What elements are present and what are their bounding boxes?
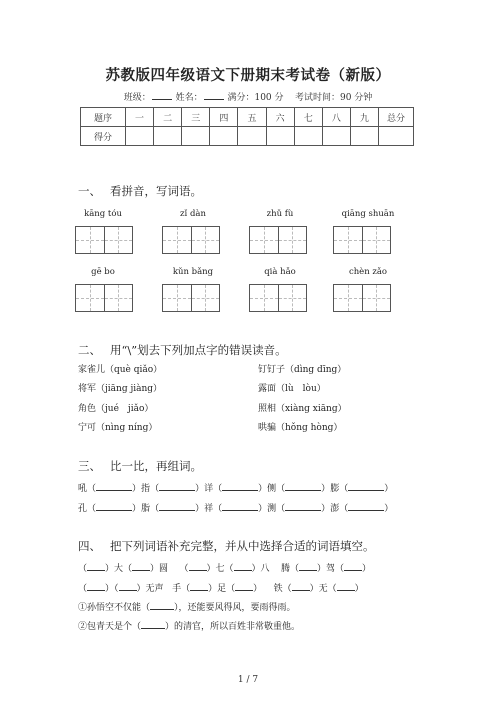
name-label: 姓名： (175, 93, 203, 103)
question-text: ②包青天是个（ (78, 622, 142, 632)
score-cell[interactable] (379, 127, 414, 146)
compare-row: 吼（ ）指（ ）详（ ）侧（ ）膨（ ） (78, 481, 393, 494)
idiom-text: ）（ (105, 584, 119, 594)
idiom-text: （ (78, 564, 88, 574)
idiom-text: ） (253, 584, 263, 594)
answer-blank[interactable] (285, 481, 321, 491)
score-cell[interactable] (322, 127, 350, 146)
score-header-cell: 三 (182, 108, 210, 127)
section-title: 把下列词语补充完整，并从中选择合适的词语填空。 (110, 539, 375, 553)
class-blank[interactable] (152, 91, 172, 100)
writing-grid[interactable] (249, 226, 307, 254)
writing-grid[interactable] (162, 226, 220, 254)
reading-item[interactable]: 角色（jué jiǎo） (78, 404, 154, 414)
score-row-label: 得分 (81, 127, 126, 146)
writing-grid[interactable] (75, 226, 133, 254)
question-text: ），还能要风得风，要雨得雨。 (174, 603, 296, 613)
pinyin-label: gē bo (91, 267, 115, 277)
answer-blank[interactable] (222, 481, 258, 491)
compare-char: 详 (204, 484, 214, 494)
reading-item[interactable]: 将军（jiāng jiàng） (78, 384, 163, 394)
idiom-text: 腾（ (281, 564, 300, 574)
section-title: 用“\”划去下列加点字的错误读音。 (110, 343, 287, 357)
pinyin-label: zǐ dàn (180, 209, 206, 219)
answer-blank[interactable] (348, 501, 384, 511)
answer-blank[interactable] (141, 619, 165, 629)
section-number: 三、 (78, 459, 101, 473)
reading-item[interactable]: 家雀儿（què qiǎo） (78, 365, 163, 375)
idiom-text: ）七（ (206, 564, 234, 574)
score-cell[interactable] (350, 127, 378, 146)
answer-blank[interactable] (119, 581, 137, 591)
idiom-text: 手（ (172, 584, 191, 594)
writing-grid[interactable] (75, 284, 133, 312)
compare-char: 澎 (330, 504, 340, 514)
idiom-text: ） (354, 584, 364, 594)
section-1-heading (78, 183, 202, 199)
score-cell[interactable] (266, 127, 294, 146)
compare-row: 孔（ ）脂（ ）祥（ ）测（ ）澎（ ） (78, 501, 393, 514)
writing-grid[interactable] (333, 226, 391, 254)
score-header-cell: 七 (294, 108, 322, 127)
compare-char: 测 (267, 504, 277, 514)
score-header-cell: 五 (238, 108, 266, 127)
section-2-heading (78, 342, 287, 358)
compare-char: 膨 (330, 484, 340, 494)
pinyin-label: kǔn bǎng (172, 267, 214, 277)
idiom-text: ）八 (251, 564, 270, 574)
compare-char: 祥 (204, 504, 214, 514)
section-title: 看拼音，写词语。 (110, 184, 202, 198)
score-header-cell: 九 (350, 108, 378, 127)
reading-item[interactable]: 哄骗（hǒng hòng） (258, 423, 343, 433)
score-header-cell: 题序 (81, 108, 126, 127)
pinyin-label: chèn zǎo (348, 267, 388, 277)
pinyin-label: qiāng shuān (341, 209, 395, 219)
fill-question-2 (78, 619, 300, 632)
score-header-cell: 总分 (379, 108, 414, 127)
answer-blank[interactable] (292, 581, 310, 591)
compare-char: 孔 (78, 504, 88, 514)
answer-blank[interactable] (337, 581, 355, 591)
idiom-text: ）无声 (136, 584, 164, 594)
writing-grid[interactable] (249, 284, 307, 312)
answer-blank[interactable] (344, 561, 362, 571)
question-text: ①孙悟空不仅能（ (78, 603, 151, 613)
score-cell[interactable] (126, 127, 154, 146)
compare-char: 吼 (78, 484, 88, 494)
fill-question-1 (78, 600, 296, 613)
score-header-cell: 六 (266, 108, 294, 127)
score-cell[interactable] (238, 127, 266, 146)
full-score-label: 满分：100 分 (227, 93, 284, 103)
answer-blank[interactable] (299, 561, 317, 571)
answer-blank[interactable] (285, 501, 321, 511)
score-cell[interactable] (294, 127, 322, 146)
answer-blank[interactable] (87, 581, 105, 591)
score-header-cell: 四 (210, 108, 238, 127)
idiom-text: （ (78, 584, 88, 594)
writing-grid[interactable] (162, 284, 220, 312)
reading-item[interactable]: 照相（xiàng xiāng） (258, 404, 347, 414)
score-cell[interactable] (182, 127, 210, 146)
pinyin-label: zhǔ fù (266, 209, 294, 219)
idiom-text: ）大（ (105, 564, 133, 574)
answer-blank[interactable] (159, 501, 195, 511)
answer-blank[interactable] (189, 561, 207, 571)
pinyin-label: kāng tóu (84, 209, 122, 219)
idiom-row (78, 581, 364, 594)
answer-blank[interactable] (96, 501, 132, 511)
section-title: 比一比，再组词。 (110, 459, 202, 473)
answer-blank[interactable] (190, 581, 208, 591)
score-header-cell: 八 (322, 108, 350, 127)
section-number: 二、 (78, 343, 101, 357)
idiom-text: ） (362, 564, 372, 574)
compare-char: 脂 (141, 504, 151, 514)
idiom-text: ）足（ (208, 584, 236, 594)
answer-blank[interactable] (150, 600, 174, 610)
score-table-header-row (81, 108, 414, 127)
answer-blank[interactable] (348, 481, 384, 491)
page-title: 苏教版四年级语文下册期末考试卷（新版） (105, 67, 391, 84)
idiom-row (78, 561, 371, 574)
reading-item[interactable]: 露面（lù lòu） (258, 384, 326, 394)
pinyin-label: qià hǎo (264, 267, 296, 277)
answer-blank[interactable] (234, 561, 252, 571)
answer-blank[interactable] (87, 561, 105, 571)
answer-blank[interactable] (159, 481, 195, 491)
writing-grid[interactable] (333, 284, 391, 312)
idiom-text: （ (179, 564, 189, 574)
exam-time-label: 考试时间：90 分钟 (294, 93, 373, 103)
question-text: ）的清官，所以百姓非常敬重他。 (165, 622, 301, 632)
answer-blank[interactable] (235, 581, 253, 591)
idiom-text: ）无（ (309, 584, 337, 594)
name-blank[interactable] (204, 91, 224, 100)
score-table-score-row (81, 127, 414, 146)
answer-blank[interactable] (96, 481, 132, 491)
page-number: 1 / 7 (237, 675, 259, 685)
exam-info (0, 90, 496, 103)
section-number: 一、 (78, 184, 101, 198)
reading-item[interactable]: 钉钉子（dìng dīng） (258, 365, 347, 375)
score-cell[interactable] (210, 127, 238, 146)
section-4-heading (78, 538, 375, 554)
score-header-cell: 一 (126, 108, 154, 127)
idiom-text: 铁（ (273, 584, 292, 594)
compare-char: 侧 (267, 484, 277, 494)
idiom-text: ）驾（ (317, 564, 345, 574)
idiom-text: ）圆 (150, 564, 169, 574)
score-header-cell: 二 (154, 108, 182, 127)
answer-blank[interactable] (222, 501, 258, 511)
reading-item[interactable]: 宁可（nìng níng） (78, 423, 158, 433)
class-label: 班级： (123, 93, 151, 103)
section-3-heading (78, 458, 202, 474)
answer-blank[interactable] (132, 561, 150, 571)
section-number: 四、 (78, 539, 101, 553)
score-table (80, 107, 414, 146)
compare-char: 指 (141, 484, 151, 494)
score-cell[interactable] (154, 127, 182, 146)
